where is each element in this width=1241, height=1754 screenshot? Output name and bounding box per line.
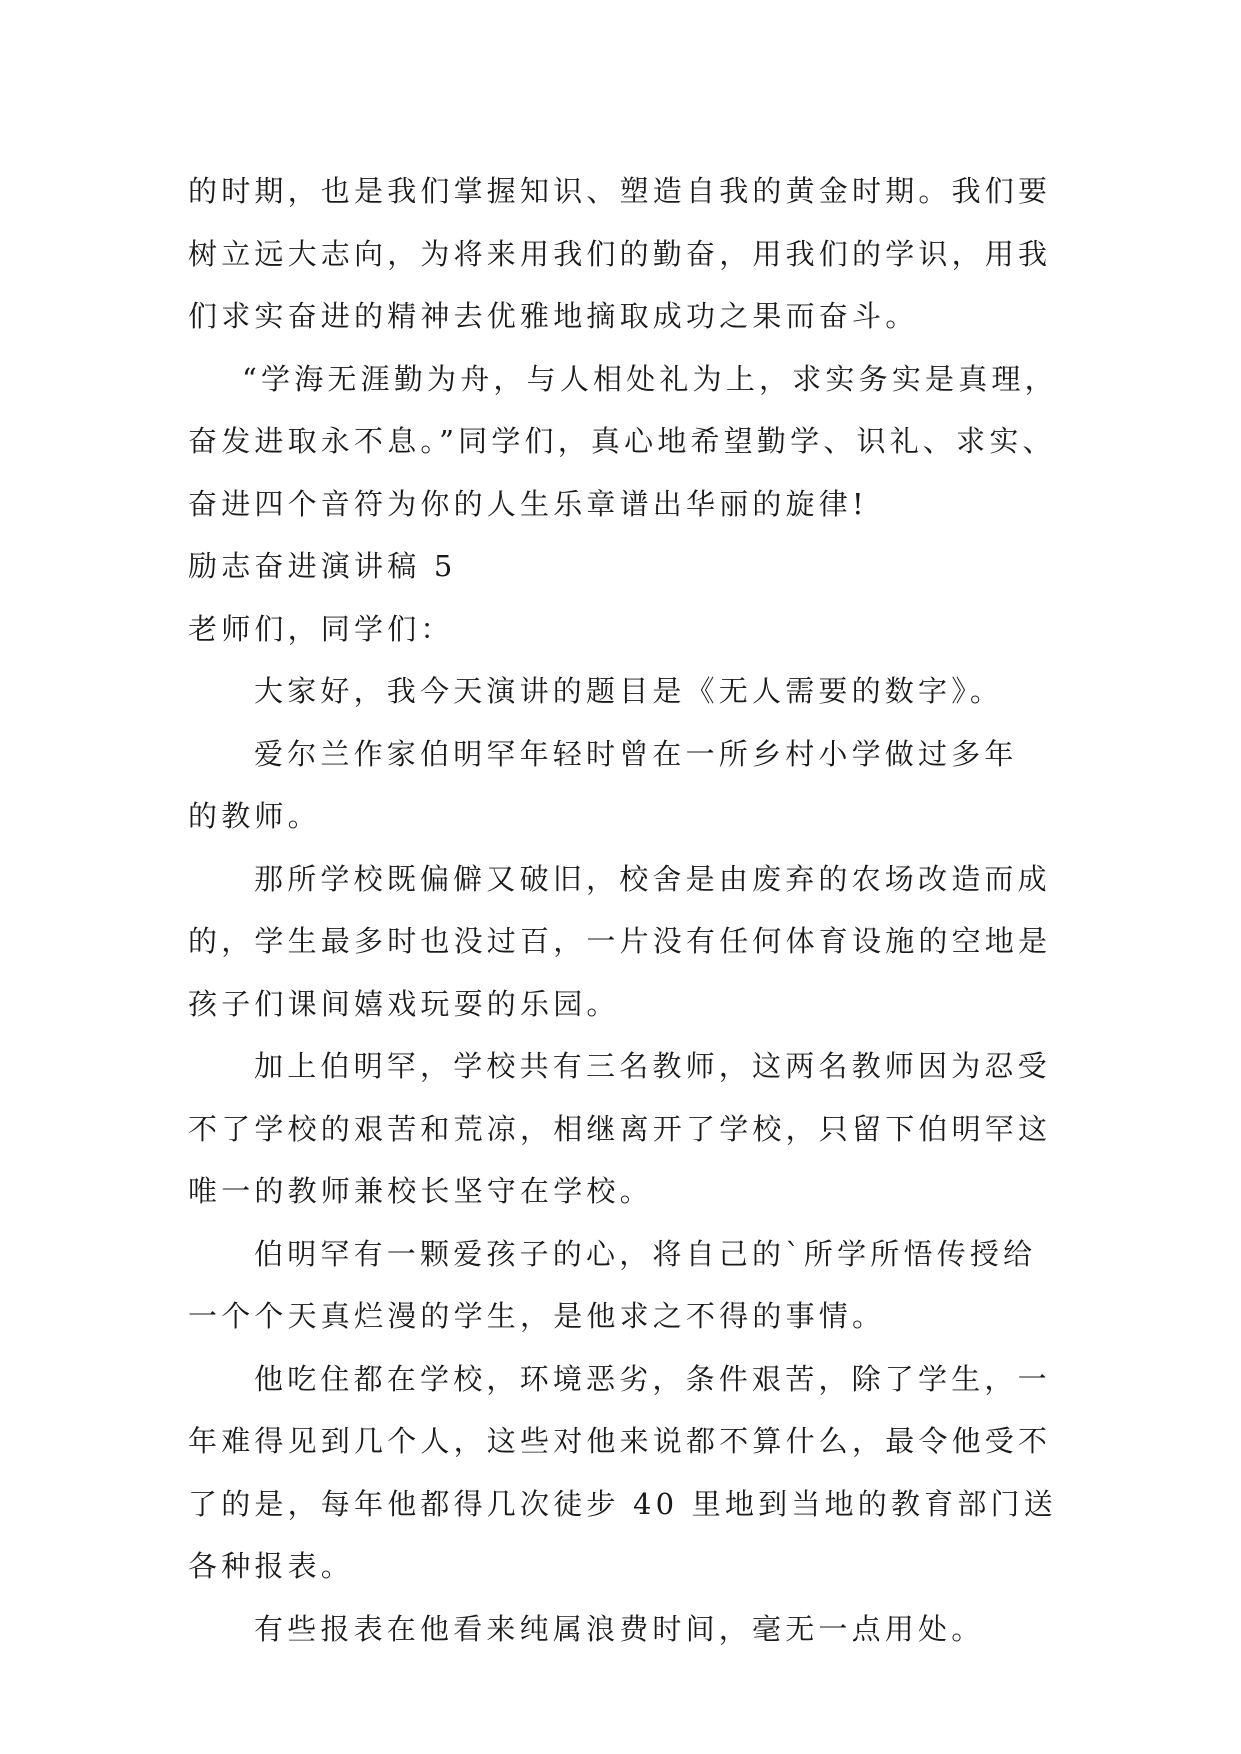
text-line: “学海无涯勤为舟，与人相处礼为上，求实务实是真理， <box>242 361 1058 396</box>
text-line: 孩子们课间嬉戏玩耍的乐园。 <box>188 986 620 1021</box>
document-body <box>188 160 1068 1660</box>
text-line: 他吃住都在学校，环境恶劣，条件艰苦，除了学生，一 <box>254 1361 1051 1396</box>
text-line: 年难得见到几个人，这些对他来说都不算什么，最令他受不 <box>188 1424 1052 1458</box>
text-line: 奋发进取永不息。”同学们，真心地希望勤学、识礼、求实、 <box>188 424 1056 458</box>
text-line: 爱尔兰作家伯明罕年轻时曾在一所乡村小学做过多年 <box>254 736 1018 771</box>
text-line: 的时期，也是我们掌握知识、塑造自我的黄金时期。我们要 <box>188 174 1052 208</box>
text-line: 伯明罕有一颗爱孩子的心，将自己的`所学所悟传授给 <box>254 1236 1037 1271</box>
text-line: 不了学校的艰苦和荒凉，相继离开了学校，只留下伯明罕这 <box>188 1111 1052 1146</box>
text-line: 的教师。 <box>188 799 321 833</box>
text-line: 的，学生最多时也没过百，一片没有任何体育设施的空地是 <box>188 924 1052 958</box>
text-line: 奋进四个音符为你的人生乐章谱出华丽的旋律! <box>188 486 868 521</box>
section-heading: 励志奋进演讲稿 5 <box>188 549 457 583</box>
salutation: 老师们，同学们： <box>188 611 454 646</box>
text-line: 一个个天真烂漫的学生，是他求之不得的事情。 <box>188 1299 886 1333</box>
text-line: 加上伯明罕，学校共有三名教师，这两名教师因为忍受 <box>254 1049 1051 1083</box>
text-line: 有些报表在他看来纯属浪费时间，毫无一点用处。 <box>254 1611 985 1646</box>
text-line: 树立远大志向，为将来用我们的勤奋，用我们的学识，用我 <box>188 236 1052 271</box>
text-line: 各种报表。 <box>188 1549 355 1583</box>
text-line: 唯一的教师兼校长坚守在学校。 <box>188 1174 653 1208</box>
text-line: 大家好，我今天演讲的题目是《无人需要的数字》。 <box>254 674 1004 708</box>
text-line: 们求实奋进的精神去优雅地摘取成功之果而奋斗。 <box>188 299 919 333</box>
text-line: 那所学校既偏僻又破旧，校舍是由废弃的农场改造而成 <box>254 861 1051 896</box>
text-line: 了的是，每年他都得几次徒步 40 里地到当地的教育部门送 <box>188 1486 1057 1521</box>
